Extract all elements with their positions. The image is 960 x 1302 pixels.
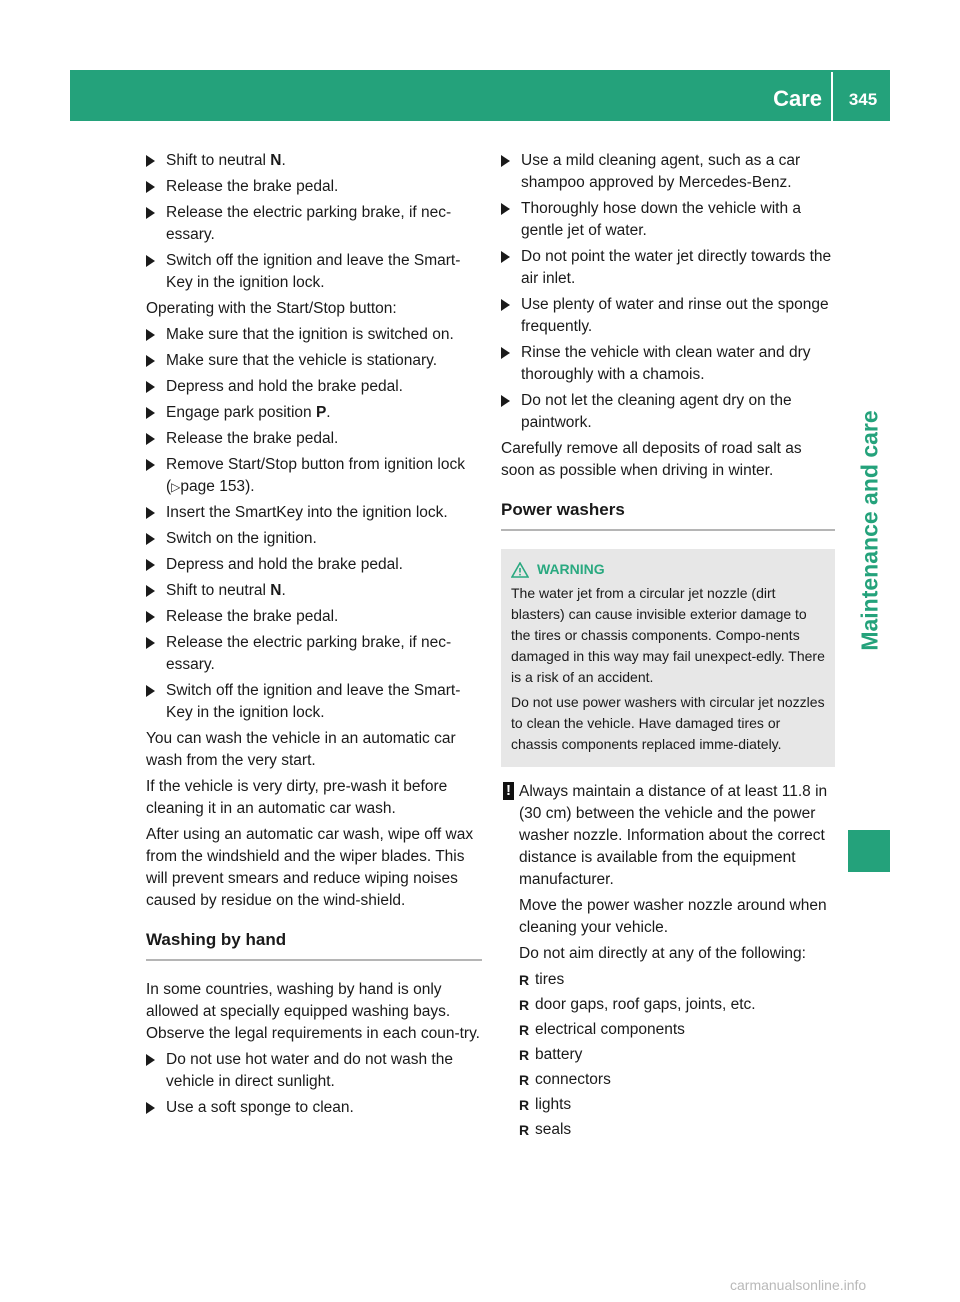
footer-watermark: carmanualsonline.info [730,1277,867,1293]
section-heading-washing-by-hand: Washing by hand [146,928,482,961]
step-item: Switch off the ignition and leave the Smart-Key in the ignition lock. [146,680,482,724]
section-heading-power-washers: Power washers [501,498,835,531]
step-arrow-icon [146,207,155,219]
step-arrow-icon [146,533,155,545]
step-arrow-icon [146,1054,155,1066]
notice-bullet-list [501,969,835,1141]
paragraph: In some countries, washing by hand is only allowed at specially equipped washing bays. Observe the legal requirements in each coun-try. [146,981,480,1042]
step-item: Thoroughly hose down the vehicle with a gentle jet of water. [501,198,835,242]
notice: ! Always maintain a distance of at least 11.8 in (30 cm) between the vehicle and the power washer nozzle. Information about the correct distance is available from the equipment manufacturer. [501,781,835,891]
bullet-icon: R [519,1047,530,1063]
bullet-icon: R [519,1122,530,1138]
warning-text: Do not use power washers with circular jet nozzles to clean the vehicle. Have damaged tires or chassis components replaced imme-diately. [511,694,825,752]
list-item: R tires [519,969,835,991]
section-title: Care [773,86,822,111]
list-item: R electrical components [519,1019,835,1041]
step-arrow-icon [501,251,510,263]
step-arrow-icon [146,685,155,697]
page-reference-icon: ▷ [171,480,181,494]
bullet-icon: R [519,1097,530,1113]
step-item: Switch on the ignition. [146,528,482,550]
page-number: 345 [848,90,878,109]
warning-triangle-icon [511,562,529,578]
step-arrow-icon [146,433,155,445]
step-arrow-icon [501,299,510,311]
paragraph: If the vehicle is very dirty, pre-wash it before cleaning it in an automatic car wash. [146,778,448,817]
step-arrow-icon [146,1102,155,1114]
step-item: Release the electric parking brake, if nec-essary. [146,202,482,246]
step-arrow-icon [146,355,155,367]
warning-text: The water jet from a circular jet nozzle (dirt blasters) can cause invisible exterior damage to the tires or chassis components. Compo-nents damaged in this way may fail unexpect-edly. There is a risk of an accident. [511,585,825,685]
bullet-icon: R [519,972,530,988]
step-item: Depress and hold the brake pedal. [146,376,482,398]
step-item: Switch off the ignition and leave the Smart-Key in the ignition lock. [146,250,482,294]
step-arrow-icon [501,347,510,359]
warning-box [501,549,835,767]
step-item: Do not point the water jet directly towards the air inlet. [501,246,835,290]
step-item: Use a mild cleaning agent, such as a car shampoo approved by Mercedes-Benz. [501,150,835,194]
step-item: Use plenty of water and rinse out the sponge frequently. [501,294,835,338]
step-item: Engage park position P. [146,402,482,424]
warning-title: WARNING [511,559,825,580]
step-item: Release the brake pedal. [146,606,482,628]
step-item: Insert the SmartKey into the ignition lock. [146,502,482,524]
side-tab-label: Maintenance and care [856,409,883,651]
list-item: R door gaps, roof gaps, joints, etc. [519,994,835,1016]
step-arrow-icon [146,507,155,519]
step-item: Make sure that the vehicle is stationary. [146,350,482,372]
list-item: R lights [519,1094,835,1116]
side-tab [848,380,892,680]
step-item: Rinse the vehicle with clean water and dry thoroughly with a chamois. [501,342,835,386]
step-arrow-icon [146,637,155,649]
step-item: Release the brake pedal. [146,176,482,198]
exclamation-icon: ! [503,782,514,800]
step-arrow-icon [146,329,155,341]
side-tab-marker [848,830,890,872]
step-item: Depress and hold the brake pedal. [146,554,482,576]
step-arrow-icon [501,203,510,215]
step-arrow-icon [146,381,155,393]
paragraph: Carefully remove all deposits of road salt as soon as possible when driving in winter. [501,440,802,479]
step-item: Do not use hot water and do not wash the vehicle in direct sunlight. [146,1049,482,1093]
step-item: Shift to neutral N. [146,580,482,602]
header-divider [831,72,833,121]
paragraph: You can wash the vehicle in an automatic car wash from the very start. [146,730,456,769]
list-item: R connectors [519,1069,835,1091]
step-arrow-icon [146,181,155,193]
step-item: Remove Start/Stop button from ignition lock (▷page 153). [146,454,482,498]
step-arrow-icon [146,559,155,571]
list-item: R battery [519,1044,835,1066]
step-arrow-icon [146,611,155,623]
step-item: Use a soft sponge to clean. [146,1097,482,1119]
bullet-icon: R [519,1022,530,1038]
step-item: Make sure that the ignition is switched on. [146,324,482,346]
step-arrow-icon [501,395,510,407]
notice-text: Do not aim directly at any of the following: [519,945,806,962]
step-arrow-icon [146,155,155,167]
right-column [501,150,835,1144]
step-item: Release the brake pedal. [146,428,482,450]
step-arrow-icon [501,155,510,167]
paragraph: Operating with the Start/Stop button: [146,300,397,317]
step-arrow-icon [146,407,155,419]
page-reference[interactable]: page 153 [180,478,246,495]
list-item: R seals [519,1119,835,1141]
step-item: Do not let the cleaning agent dry on the paintwork. [501,390,835,434]
paragraph: After using an automatic car wash, wipe off wax from the windshield and the wiper blades. This will prevent smears and reduce wiping noises caused by residue on the wind-shield. [146,826,474,909]
bullet-icon: R [519,1072,530,1088]
step-item: Release the electric parking brake, if nec-essary. [146,632,482,676]
bullet-icon: R [519,997,530,1013]
notice-text: Move the power washer nozzle around when cleaning your vehicle. [519,897,827,936]
left-column [146,150,482,1123]
step-arrow-icon [146,459,155,471]
step-arrow-icon [146,255,155,267]
step-item: Shift to neutral N. [146,150,482,172]
step-arrow-icon [146,585,155,597]
